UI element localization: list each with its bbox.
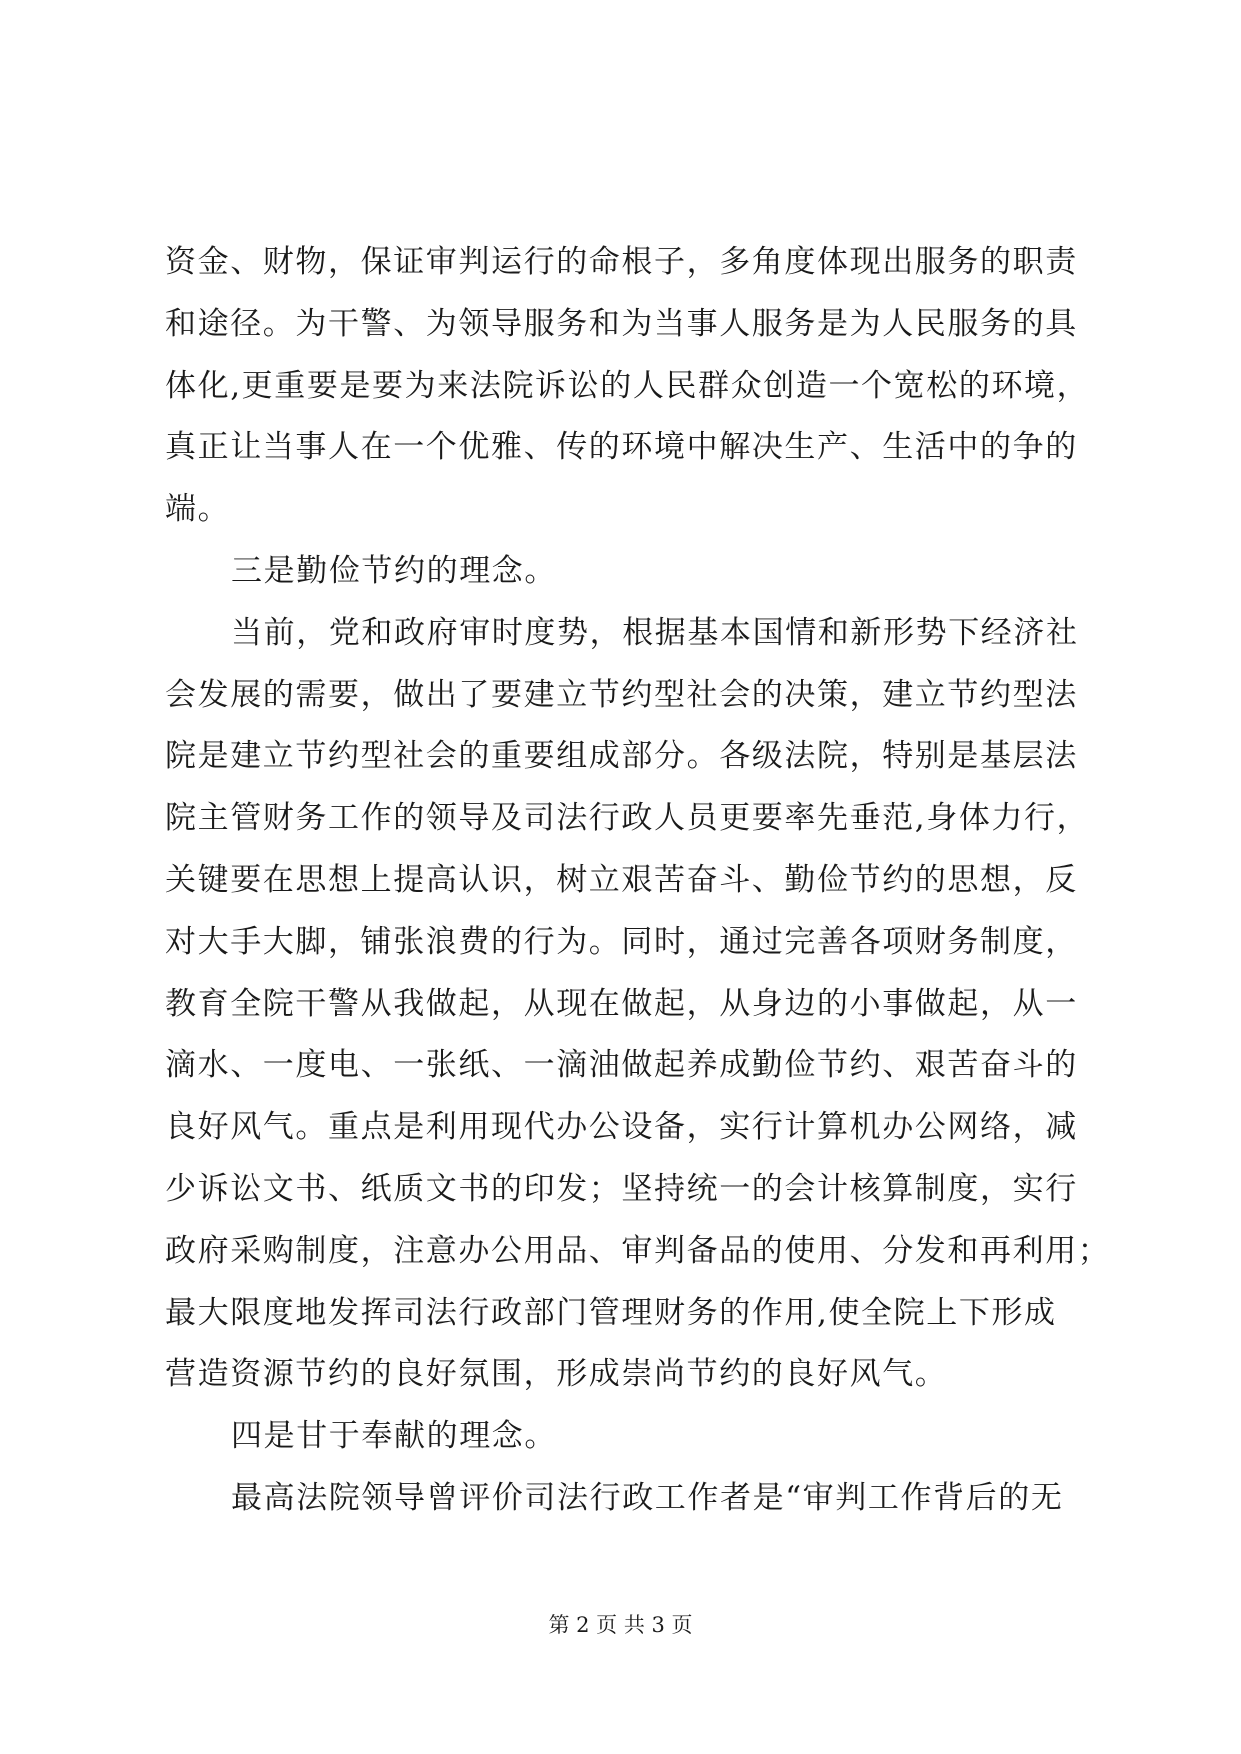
text-line: 对大手大脚，铺张浪费的行为。同时，通过完善各项财务制度， [165,923,1078,960]
text-line: 资金、财物，保证审判运行的命根子，多角度体现出服务的职责 [165,244,1078,280]
text-line: 会发展的需要，做出了要建立节约型社会的决策，建立节约型法 [165,676,1078,713]
text-line: 端。 [165,491,231,528]
text-line: 四是甘于奉献的理念。 [231,1418,557,1455]
text-line: 真正让当事人在一个优雅、传的环境中解决生产、生活中的争的 [165,429,1078,466]
page-footer: 第 2 页 共 3 页 [548,1613,693,1637]
text-line: 政府采购制度，注意办公用品、审判备品的使用、分发和再利用； [165,1232,1111,1269]
body-text [165,232,1111,1530]
text-line: 当前，党和政府审时度势，根据基本国情和新形势下经济社 [231,614,1079,651]
text-line: 关键要在思想上提高认识，树立艰苦奋斗、勤俭节约的思想，反 [165,861,1078,898]
text-line: 院是建立节约型社会的重要组成部分。各级法院，特别是基层法 [165,738,1078,775]
text-line: 良好风气。重点是利用现代办公设备，实行计算机办公网络，减 [165,1109,1078,1146]
text-line: 体化,更重要是要为来法院诉讼的人民群众创造一个宽松的环境， [165,367,1090,404]
text-line: 少诉讼文书、纸质文书的印发；坚持统一的会计核算制度，实行 [165,1170,1078,1207]
text-line: 三是勤俭节约的理念。 [231,552,557,589]
text-line: 和途径。为干警、为领导服务和为当事人服务是为人民服务的具 [165,305,1078,342]
text-line: 营造资源节约的良好氛围，形成崇尚节约的良好风气。 [165,1356,948,1393]
text-line: 院主管财务工作的领导及司法行政人员更要率先垂范,身体力行， [165,800,1090,837]
text-line: 最高法院领导曾评价司法行政工作者是“审判工作背后的无 [231,1479,1064,1516]
text-line: 最大限度地发挥司法行政部门管理财务的作用,使全院上下形成 [165,1294,1057,1331]
text-line: 滴水、一度电、一张纸、一滴油做起养成勤俭节约、艰苦奋斗的 [165,1047,1078,1084]
text-line: 教育全院干警从我做起，从现在做起，从身边的小事做起，从一 [165,985,1078,1022]
